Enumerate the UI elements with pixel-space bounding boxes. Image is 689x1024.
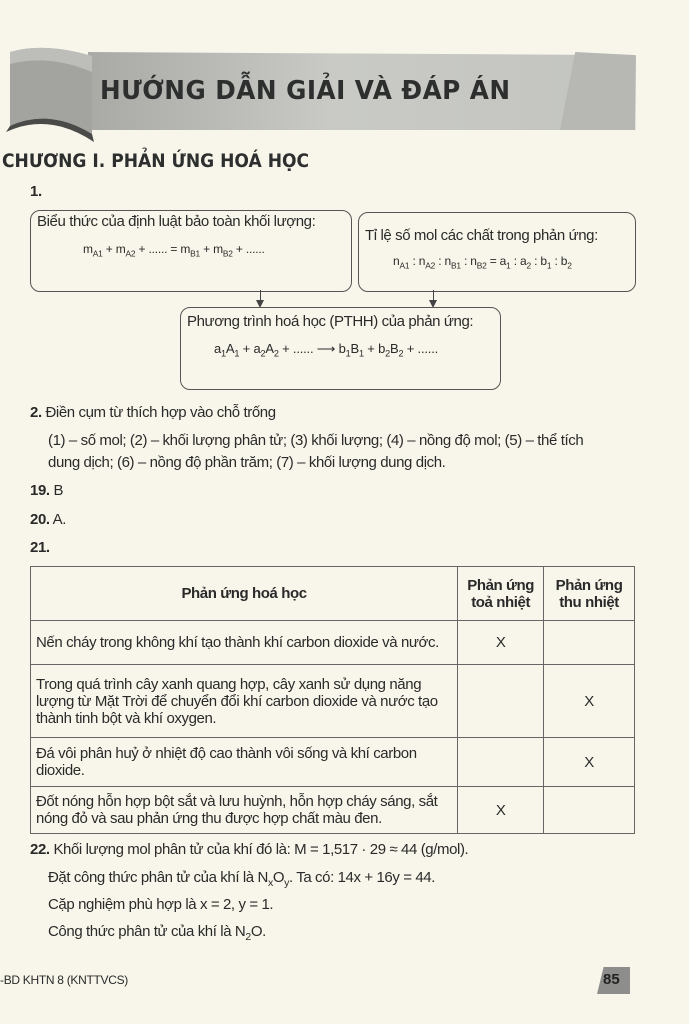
mole-ratio-box [358, 212, 636, 292]
question-number: 21. [30, 539, 50, 556]
text-segment: + ...... = m [135, 242, 191, 256]
text-segment: m [83, 242, 93, 256]
subscript: 1 [546, 260, 552, 271]
text-segment: : a [510, 254, 527, 268]
box-label: Biểu thức của định luật bảo toàn khối lượng: [37, 213, 316, 230]
formula [83, 242, 265, 258]
text-segment: A [265, 341, 274, 356]
subscript: B2 [476, 260, 487, 271]
subscript: 2 [260, 348, 266, 359]
folded-page-icon [4, 42, 99, 142]
formula [214, 341, 438, 359]
endothermic-cell [544, 621, 635, 665]
answer-line: Khối lượng mol phân tử của khí đó là: M = 1,517 · 29 ≈ 44 (g/mol). [53, 841, 469, 858]
text-segment: : b [551, 254, 568, 268]
question-number: 1. [30, 183, 42, 200]
subscript: y [284, 877, 289, 889]
subscript: 2 [245, 931, 251, 943]
exothermic-cell [458, 665, 544, 738]
question-number: 2. [30, 404, 42, 421]
text-segment: : n [409, 254, 426, 268]
text-segment: : b [530, 254, 547, 268]
table-header-row [31, 567, 635, 621]
text-segment: . Ta có: 14x + 16y = 44. [288, 869, 436, 886]
subscript: 2 [526, 260, 531, 271]
subscript: x [267, 877, 273, 889]
answer: B [53, 482, 64, 499]
text-segment: + ...... [232, 242, 265, 256]
question-20 [30, 511, 66, 528]
subscript: 1 [506, 260, 511, 271]
text-segment: Đặt công thức phân tử của khí là N [48, 869, 268, 886]
text-segment: O. [250, 923, 266, 940]
subscript: 1 [359, 348, 364, 359]
answer-line: Cặp nghiệm phù hợp là x = 2, y = 1. [48, 896, 274, 913]
text-segment: a [214, 341, 222, 356]
question-text: Điền cụm từ thích hợp vào chỗ trống [45, 404, 276, 421]
text-segment: + ...... [403, 341, 439, 356]
reaction-cell: Đá vôi phân huỷ ở nhiệt độ cao thành vôi sống và khí carbon dioxide. [31, 738, 458, 787]
text-segment: Công thức phân tử của khí là N [48, 923, 246, 940]
answer: A. [52, 511, 66, 528]
text-segment: : n [435, 254, 451, 268]
exothermic-cell: X [458, 621, 544, 665]
question-number: 19. [30, 482, 50, 499]
subscript: 1 [345, 348, 351, 359]
table-row [31, 787, 635, 834]
answer-line: (1) – số mol; (2) – khối lượng phân tử; (3) khối lượng; (4) – nồng độ mol; (5) – thể tích [48, 432, 584, 449]
formula [393, 254, 572, 270]
page-number: 85 [603, 971, 620, 988]
table-row [31, 621, 635, 665]
question-19 [30, 482, 63, 499]
text-segment: + ...... ⟶ b [278, 341, 346, 356]
reaction-cell: Trong quá trình cây xanh quang hợp, cây xanh sử dụng năng lượng từ Mặt Trời để chuyển đổi khí carbon dioxide và nước tạo thành tinh bột và khí oxygen. [31, 665, 458, 738]
question-number: 22. [30, 841, 50, 858]
text-segment: + m [200, 242, 223, 256]
text-segment: B [389, 341, 399, 356]
subscript: 2 [273, 348, 279, 359]
text-segment: n [393, 254, 400, 268]
answer-line: dung dịch; (6) – nồng độ phần trăm; (7) – khối lượng dung dịch. [48, 454, 446, 471]
reaction-cell: Đốt nóng hỗn hợp bột sắt và lưu huỳnh, hỗn hợp cháy sáng, sắt nóng đỏ và sau phản ứng thu được hợp chất màu đen. [31, 787, 458, 834]
text-segment: + a [239, 341, 261, 356]
subscript: B1 [190, 248, 201, 259]
text-segment: + m [102, 242, 126, 256]
text-segment: + b [363, 341, 386, 356]
answer-line [48, 869, 435, 889]
subscript: 2 [385, 348, 390, 359]
box-label: Phương trình hoá học (PTHH) của phản ứng: [187, 313, 474, 330]
question-22 [30, 841, 468, 858]
subscript: 1 [234, 348, 240, 359]
book-code: -BD KHTN 8 (KNTTVCS) [0, 973, 129, 987]
box-label: Tỉ lệ số mol các chất trong phản ứng: [365, 227, 598, 244]
subscript: A1 [92, 248, 103, 259]
column-header: Phản ứng hoá học [31, 567, 458, 621]
chemical-equation-box [180, 307, 501, 390]
answer-line [48, 923, 266, 943]
exothermic-cell: X [458, 787, 544, 834]
text-segment: O [272, 869, 285, 886]
subscript: A2 [425, 260, 436, 271]
subscript: B1 [450, 260, 461, 271]
reaction-cell: Nến cháy trong không khí tạo thành khí carbon dioxide và nước. [31, 621, 458, 665]
conservation-law-box [30, 210, 352, 292]
question-number: 20. [30, 511, 50, 528]
chapter-heading: CHƯƠNG I. PHẢN ỨNG HOÁ HỌC [2, 150, 310, 172]
exothermic-cell [458, 738, 544, 787]
text-segment: = a [486, 254, 507, 268]
subscript: 2 [398, 348, 404, 359]
table-row [31, 738, 635, 787]
table-row [31, 665, 635, 738]
column-header: Phản ứng thu nhiệt [544, 567, 635, 621]
endothermic-cell: X [544, 738, 635, 787]
text-segment: : n [460, 254, 477, 268]
endothermic-cell [544, 787, 635, 834]
text-segment: A [225, 341, 235, 356]
text-segment: B [350, 341, 360, 356]
page-title: HƯỚNG DẪN GIẢI VÀ ĐÁP ÁN [100, 76, 511, 106]
subscript: 1 [221, 348, 226, 359]
endothermic-cell: X [544, 665, 635, 738]
column-header: Phản ứng toả nhiệt [458, 567, 544, 621]
subscript: B2 [222, 248, 233, 259]
subscript: A2 [125, 248, 136, 259]
question-2 [30, 404, 276, 421]
reaction-heat-table [30, 566, 635, 834]
subscript: 2 [567, 260, 572, 271]
subscript: A1 [399, 260, 410, 271]
